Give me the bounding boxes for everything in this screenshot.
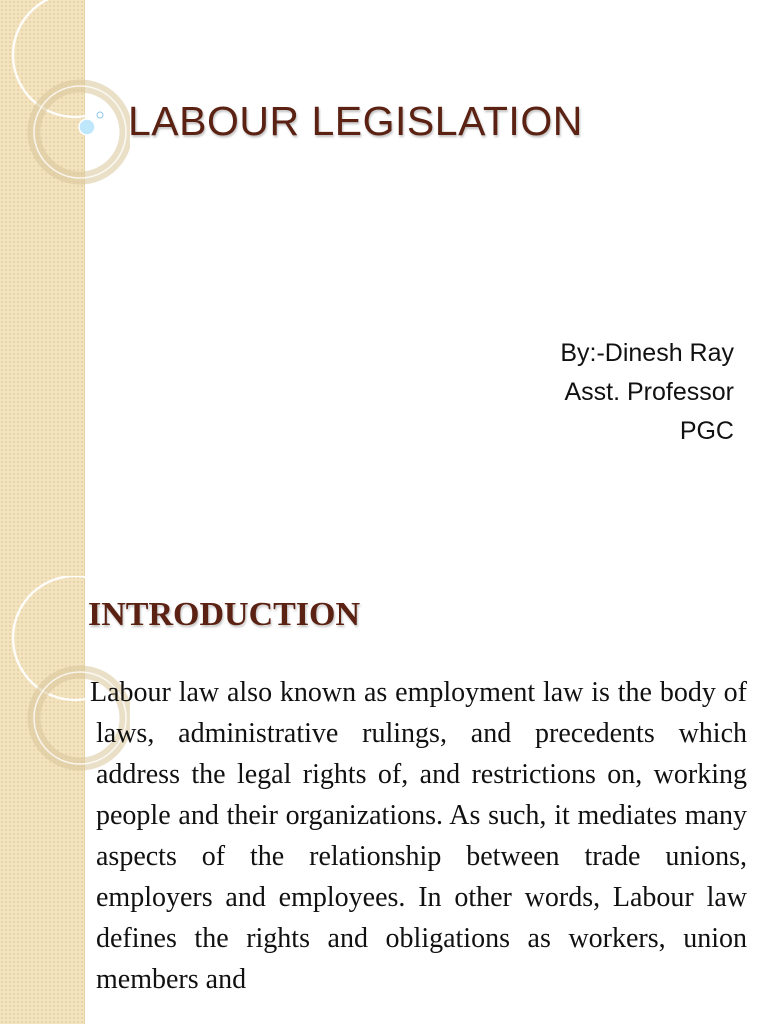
author-byline (560, 334, 734, 451)
introduction-heading: INTRODUCTION (88, 596, 361, 633)
decorative-side-band (0, 0, 85, 576)
author-name: By:-Dinesh Ray (560, 339, 734, 367)
slide-title: LABOUR LEGISLATION (128, 98, 583, 144)
author-institution: PGC (679, 417, 734, 445)
introduction-paragraph: Labour law also known as employment law is the body of laws, administrative rulings, and precedents which address the legal rights of, and restrictions on, working people and their organizations. As such, it mediates many aspects of the relationship between trade unions, employers and employees. In other words, Labour law defines the rights and obligations as workers, union members and (90, 677, 747, 995)
author-position: Asst. Professor (564, 378, 734, 406)
decorative-side-band (0, 576, 85, 1024)
